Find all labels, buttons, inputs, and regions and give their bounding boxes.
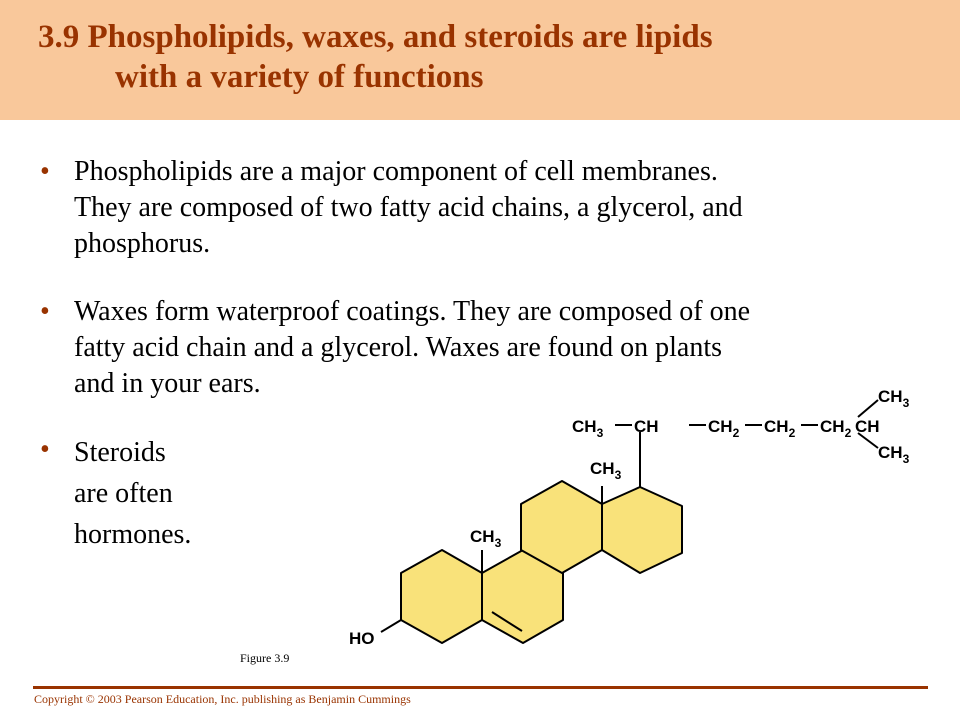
chem-label-ch3-ring-c: $CH_3$ [590, 459, 622, 482]
ring-a [401, 550, 482, 643]
slide-title-line-2: with a variety of functions [115, 59, 484, 95]
chem-label-hydroxyl: HO [349, 629, 375, 648]
bullet-3-line-1: Steroids [74, 437, 166, 468]
chem-label-ch3-ring-a: $CH_3$ [470, 527, 502, 550]
chem-label-ch2-1: $CH_2$ [708, 417, 740, 440]
chem-label-ch3-top: $CH_3$ [878, 387, 910, 410]
steroid-rings [401, 481, 682, 643]
bullet-marker-3: • [40, 434, 50, 465]
ho-bond [381, 620, 401, 632]
bullet-marker-2: • [40, 296, 50, 327]
chem-label-ch3-start: $CH_3$ [572, 417, 604, 440]
bullet-2-line-2: fatty acid chain and a glycerol. Waxes are found on plants [74, 332, 722, 363]
bullet-1-line-3: phosphorus. [74, 228, 211, 259]
chem-label-ch2-2: $CH_2$ [764, 417, 796, 440]
bullet-marker-1: • [40, 156, 50, 187]
slide-title-line-1: 3.9 Phospholipids, waxes, and steroids are lipids [38, 19, 713, 55]
ring-d [602, 487, 682, 573]
copyright-notice: Copyright © 2003 Pearson Education, Inc. publishing as Benjamin Cummings [34, 692, 411, 706]
bullet-1-line-1: Phospholipids are a major component of cell membranes. [74, 156, 718, 187]
chem-label-ch3-bottom: $CH_3$ [878, 443, 910, 466]
bullet-2-line-1: Waxes form waterproof coatings. They are composed of one [74, 296, 750, 327]
bullet-1-line-2: They are composed of two fatty acid chains, a glycerol, and [74, 192, 743, 223]
chem-label-ch-branch: CH [855, 417, 880, 436]
side-chain-bond-5 [858, 400, 878, 417]
figure-caption: Figure 3.9 [240, 651, 290, 665]
chem-label-ch: CH [634, 417, 659, 436]
bullet-3-line-2: are often [74, 478, 173, 509]
chem-label-ch2-3: $CH_2$ [820, 417, 852, 440]
bullet-3-line-3: hormones. [74, 519, 192, 550]
bullet-2-line-3: and in your ears. [74, 368, 261, 399]
footer-divider [33, 686, 928, 689]
